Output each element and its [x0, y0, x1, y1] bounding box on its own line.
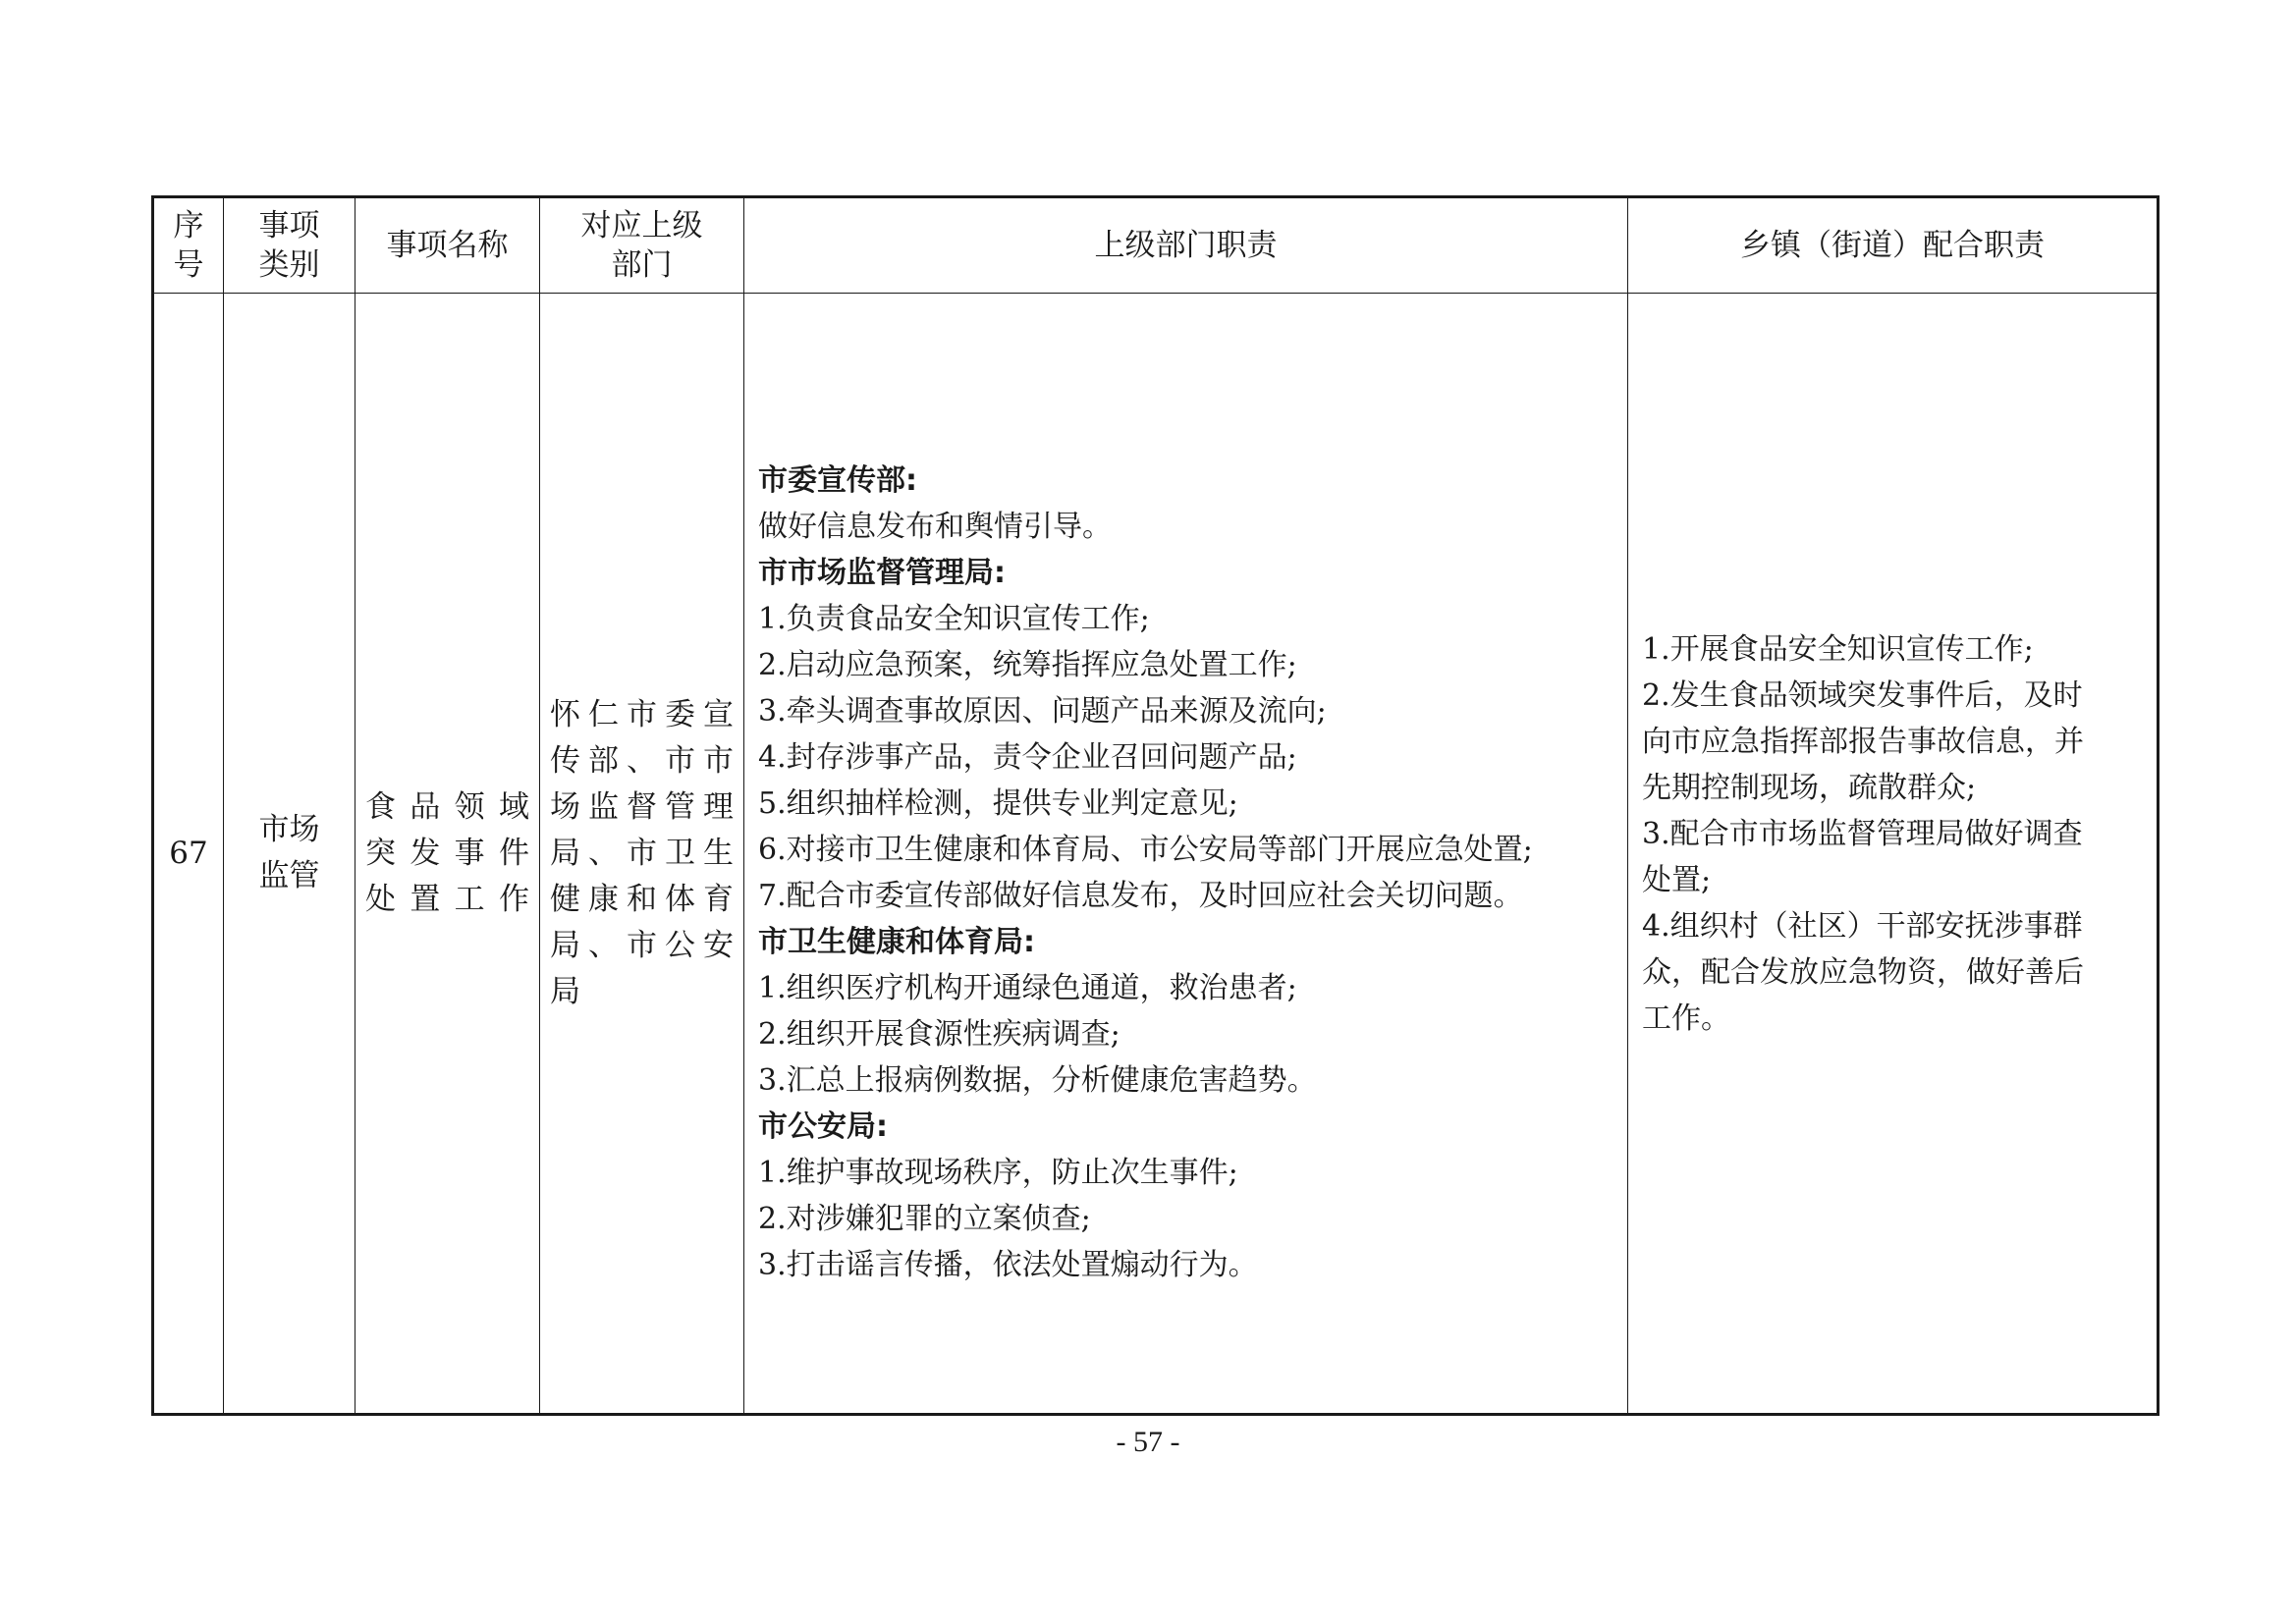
- duty-item: 5.组织抽样检测，提供专业判定意见;: [758, 786, 1238, 821]
- header-upper-duty: 上级部门职责: [744, 197, 1628, 294]
- duty-item: 3.牵头调查事故原因、问题产品来源及流向;: [758, 694, 1327, 729]
- cell-seq: 67: [153, 294, 224, 1415]
- duty-item: 2.组织开展食源性疾病调查;: [758, 1017, 1121, 1052]
- header-seq: 序号: [153, 197, 224, 294]
- duty-table: [151, 195, 2159, 1416]
- duty-dept-name: 市委宣传部:: [758, 463, 917, 498]
- town-duty-line: 工作。: [1642, 1001, 1730, 1036]
- town-duty-line: 处置;: [1642, 862, 1712, 897]
- table-row: [153, 294, 2159, 1415]
- duty-dept-name: 市公安局:: [758, 1109, 888, 1144]
- duty-item: 6.对接市卫生健康和体育局、市公安局等部门开展应急处置;: [758, 833, 1533, 867]
- item-name-line: 处置工作: [365, 881, 529, 917]
- duty-item: 做好信息发布和舆情引导。: [758, 510, 1112, 544]
- cell-name: [355, 294, 540, 1415]
- duty-item: 3.打击谣言传播，依法处置煽动行为。: [758, 1248, 1258, 1282]
- header-name: 事项名称: [355, 197, 540, 294]
- cell-category: 市场监管: [224, 294, 355, 1415]
- dept-line: 传部、市市: [550, 742, 734, 779]
- cell-dept: [540, 294, 744, 1415]
- town-duty-line: 向市应急指挥部报告事故信息，并: [1642, 724, 2084, 759]
- header-row: [153, 197, 2159, 294]
- town-duty-line: 众，配合发放应急物资，做好善后: [1642, 954, 2084, 990]
- town-duty-line: 3.配合市市场监督管理局做好调查: [1642, 816, 2083, 851]
- town-duty-line: 1.开展食品安全知识宣传工作;: [1642, 631, 2034, 667]
- dept-line: 场监督管理: [550, 788, 734, 825]
- duty-item: 4.封存涉事产品，责令企业召回问题产品;: [758, 740, 1297, 775]
- dept-line: 怀仁市委宣: [550, 696, 734, 732]
- dept-line: 健康和体育: [550, 881, 734, 917]
- item-name-line: 食品领域: [365, 788, 529, 825]
- duty-dept-name: 市市场监督管理局:: [758, 556, 1006, 590]
- dept-line: 局: [550, 973, 580, 1009]
- header-town-duty: 乡镇（街道）配合职责: [1628, 197, 2159, 294]
- duty-item: 2.启动应急预案，统筹指挥应急处置工作;: [758, 648, 1297, 682]
- town-duty-line: 先期控制现场，疏散群众;: [1642, 770, 1977, 805]
- duty-item: 1.维护事故现场秩序，防止次生事件;: [758, 1156, 1238, 1190]
- dept-line: 局、市卫生: [550, 835, 734, 871]
- town-duty-line: 4.组织村（社区）干部安抚涉事群: [1642, 908, 2083, 944]
- cell-town-duty: [1628, 294, 2159, 1415]
- duty-dept-name: 市卫生健康和体育局:: [758, 925, 1035, 959]
- item-name-line: 突发事件: [365, 835, 529, 871]
- dept-line: 局、市公安: [550, 927, 734, 963]
- duty-item: 3.汇总上报病例数据，分析健康危害趋势。: [758, 1063, 1317, 1098]
- header-category: 事项类别: [224, 197, 355, 294]
- page-number: - 57 -: [1116, 1426, 1180, 1458]
- town-duty-line: 2.发生食品领域突发事件后，及时: [1642, 677, 2083, 713]
- duty-item: 7.配合市委宣传部做好信息发布，及时回应社会关切问题。: [758, 879, 1523, 913]
- duty-item: 1.负责食品安全知识宣传工作;: [758, 602, 1150, 636]
- header-dept: 对应上级部门: [540, 197, 744, 294]
- duty-item: 1.组织医疗机构开通绿色通道，救治患者;: [758, 971, 1297, 1005]
- duty-item: 2.对涉嫌犯罪的立案侦查;: [758, 1202, 1091, 1236]
- cell-upper-duty: [744, 294, 1628, 1415]
